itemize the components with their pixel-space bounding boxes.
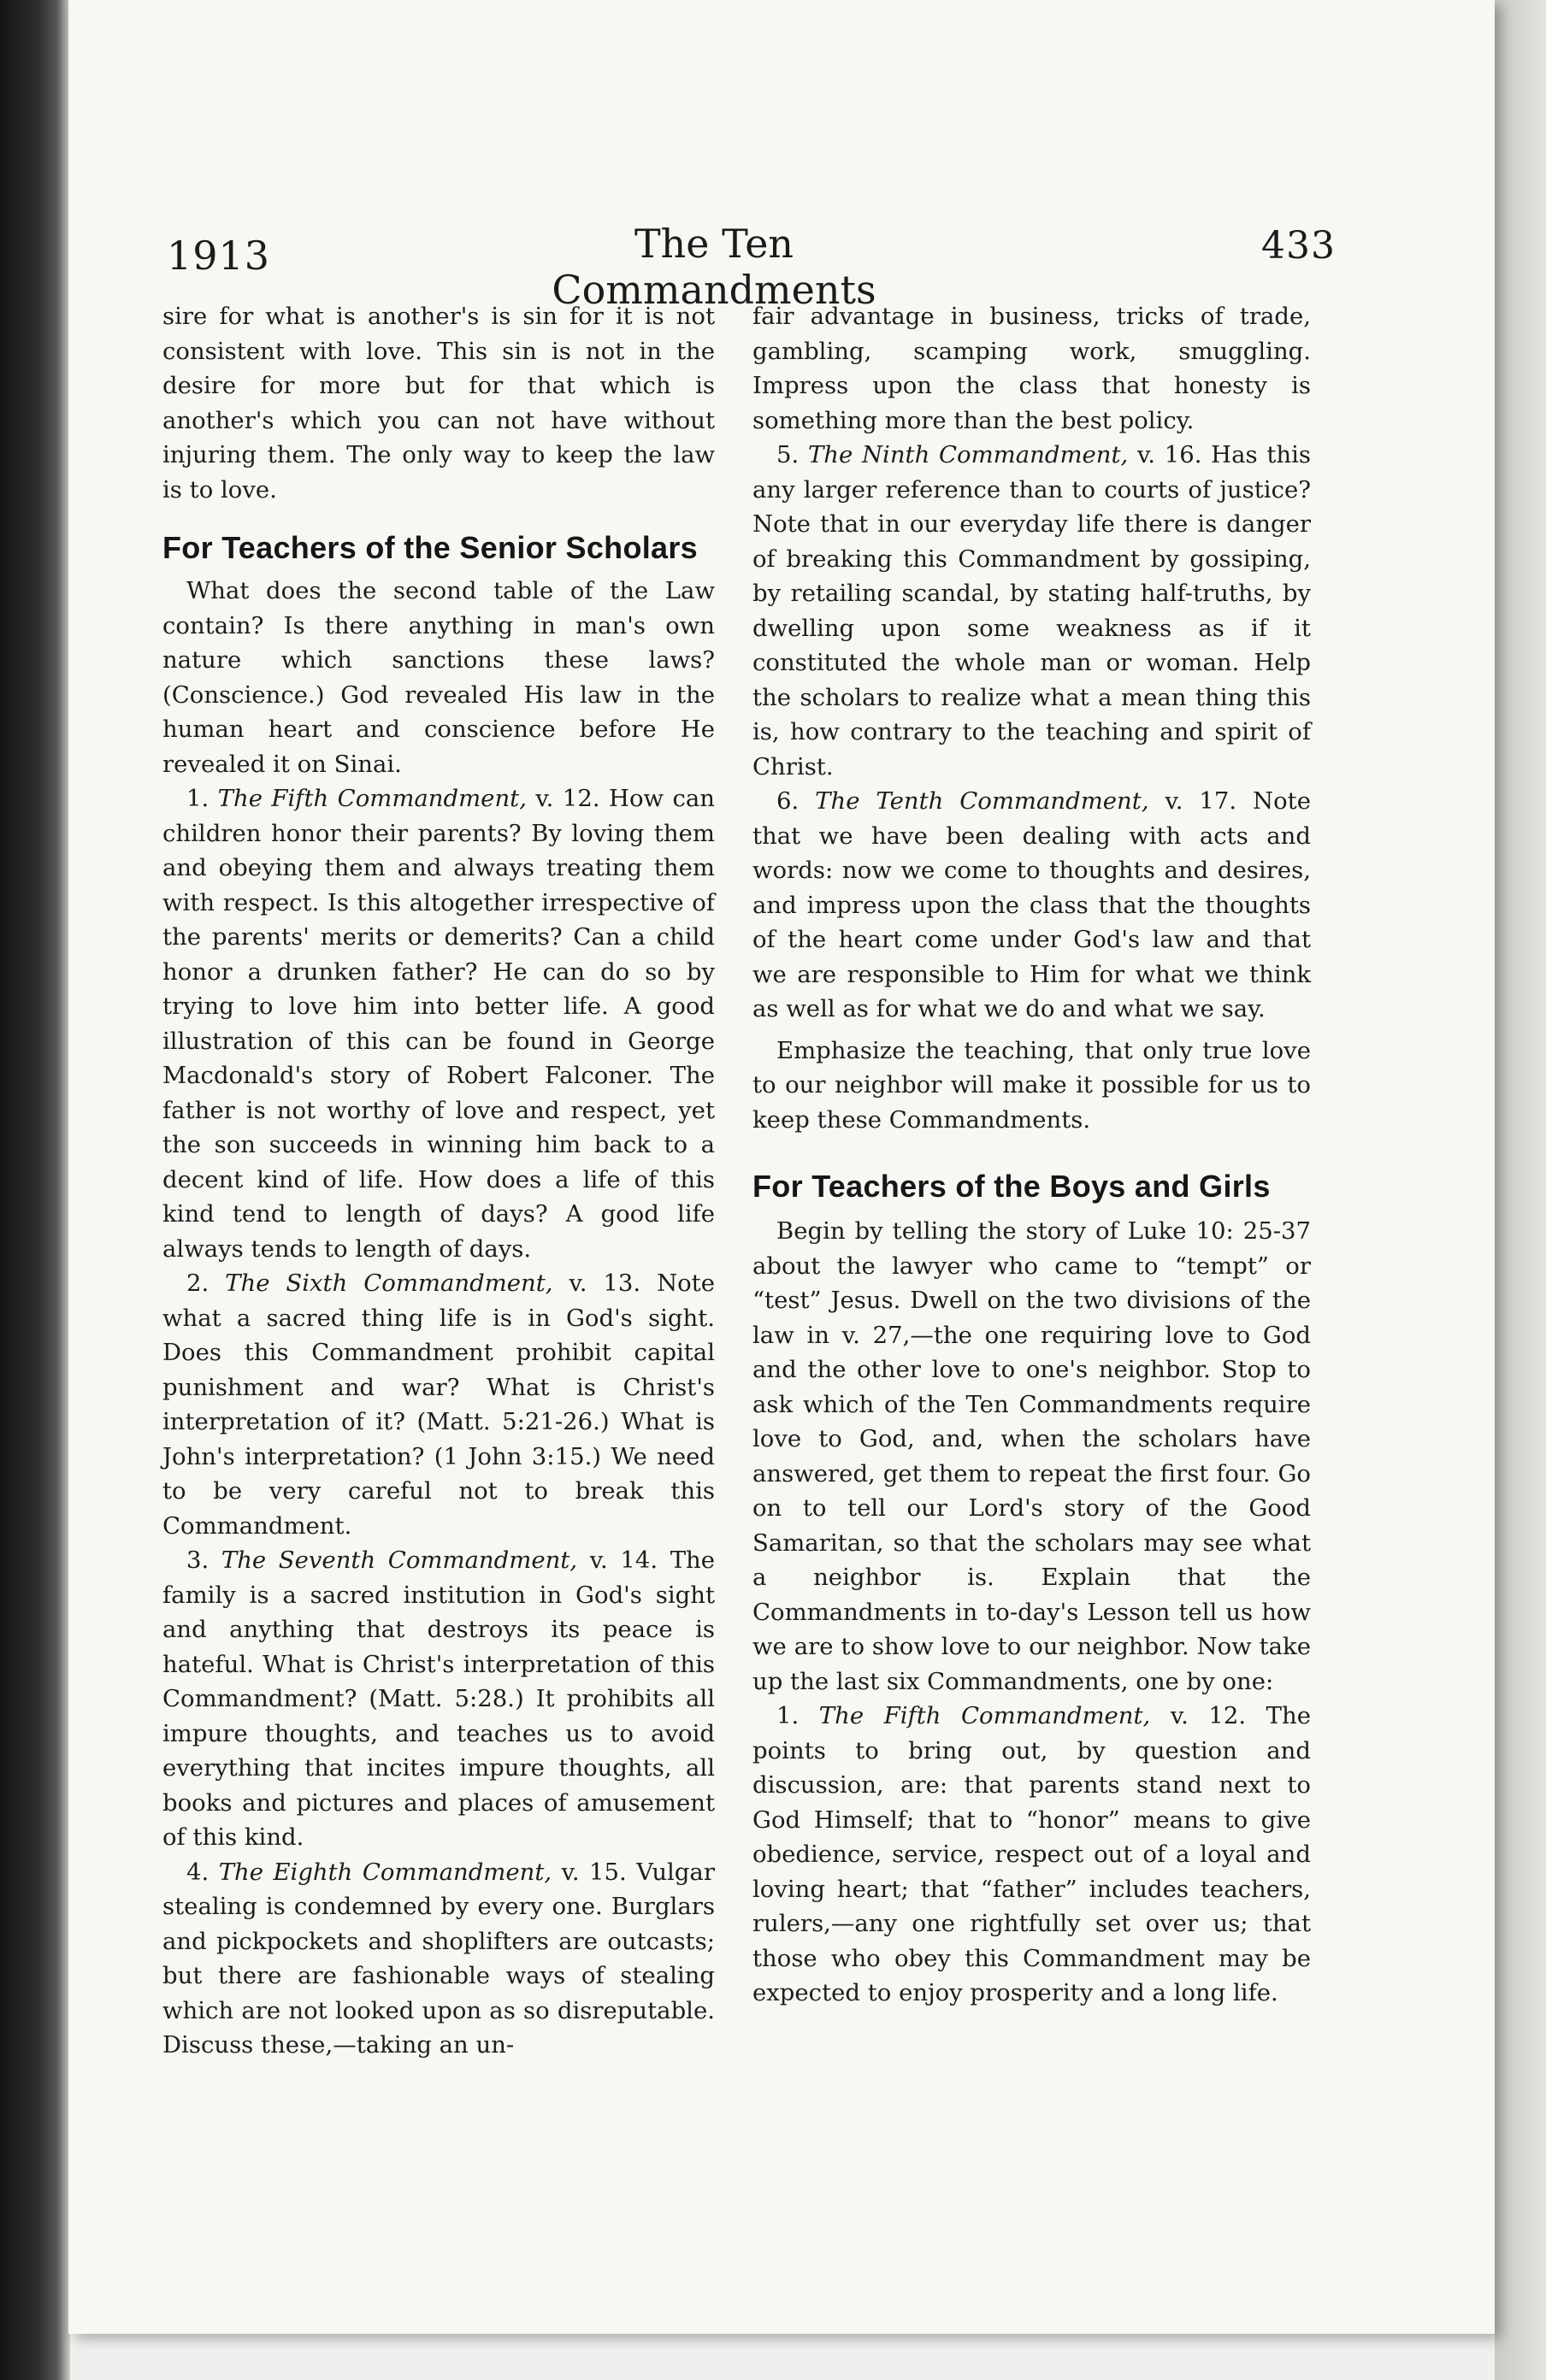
item-eighth-commandment (162, 1855, 715, 2063)
page-number: 433 (1261, 224, 1336, 268)
item-number: 4. (186, 1858, 209, 1886)
section-heading-boys-girls: For Teachers of the Boys and Girls (752, 1169, 1271, 1204)
item-reference: The Seventh Commandment, (221, 1546, 578, 1574)
item-sixth-commandment (162, 1266, 715, 1543)
item-verse: v. 13. (569, 1270, 641, 1297)
page-edge-shadow (1495, 0, 1546, 2380)
item-reference: The Fifth Commandment, (818, 1702, 1151, 1729)
item-reference: The Eighth Commandment, (218, 1858, 552, 1886)
paragraph-begin: Begin by telling the story of Luke 10: 25-37 about the lawyer who came to “tempt” or “test” Jesus. Dwell on the two divisions of the law in v. 27,—the one requiring love to God and the other love to one's neighbor. Stop to ask which of the Ten Commandments require love to God, and, when the scholars have answered, get them to repeat the first four. Go on to tell our Lord's story of the Good Samaritan, so that the scholars may see what a neighbor is. Explain that the Commandments in to-day's Lesson tell us how we are to show love to our neighbor. Now take up the last six Commandments, one by one: (752, 1217, 1311, 1695)
item-number: 6. (776, 787, 800, 815)
item-number: 2. (186, 1270, 209, 1297)
item-verse: v. 16. (1137, 441, 1202, 468)
item-text: The points to bring out, by question and discussion, are: that parents stand next to God Himself; that to “honor” means to give obedience, service, respect out of a loyal and loving heart; that “father” includes teachers, rulers,—any one rightfully set over us; that those who obey this Commandment may be expected to enjoy prosperity and a long life. (752, 1702, 1311, 2006)
item-reference: The Tenth Commandment, (815, 787, 1149, 815)
item-verse: v. 12. (1170, 1702, 1247, 1729)
right-column (752, 299, 1311, 2011)
item-number: 1. (776, 1702, 800, 1729)
item-text: How can children honor their parents? By loving them and obeying them and always treating them with respect. Is this altogether irrespective of the parents' merits or demerits? Can a child honor a drunken father? He can do so by trying to love him into better life. A good illustration of this can be found in George Macdonald's story of Robert Falconer. The father is not worthy of love and respect, yet the son succeeds in winning him back to a decent kind of life. How does a life of this kind tend to length of days? A good life always tends to length of days. (162, 785, 715, 1263)
item-fifth-commandment (162, 781, 715, 1266)
continuation-paragraph: fair advantage in business, tricks of trade, gambling, scamping work, smuggling. Impress upon the class that honesty is something more than the best policy. (752, 303, 1311, 434)
item-text: Vulgar stealing is condemned by every one. Burglars and pickpockets and shoplifters are outcasts; but there are fashionable ways of stealing which are not looked upon as so disreputable. Discuss these,—taking an un- (162, 1858, 715, 2059)
item-verse: v. 15. (561, 1858, 627, 1886)
item-number: 1. (186, 785, 209, 812)
intro-paragraph: sire for what is another's is sin for it is not consistent with love. This sin is not in the desire for more but for that which is another's which you can not have without injuring them. The only way to keep the law is to love. (162, 303, 715, 504)
paragraph-second-table: What does the second table of the Law contain? Is there anything in man's own nature which sanctions these laws? (Conscience.) God revealed His law in the human heart and conscience before He revealed it on Sinai. (162, 577, 715, 778)
book-spine-shadow (0, 0, 70, 2380)
item-fifth-commandment-boys (752, 1699, 1311, 2011)
item-text: Has this any larger reference than to courts of justice? Note that in our everyday life there is danger of breaking this Commandment by gossiping, by retailing scandal, by stating half-truths, by dwelling upon some weakness as if it constituted the whole man or woman. Help the scholars to realize what a mean thing this is, how contrary to the teaching and spirit of Christ. (752, 441, 1312, 781)
item-seventh-commandment (162, 1543, 715, 1855)
item-verse: v. 14. (589, 1546, 658, 1574)
item-reference: The Sixth Commandment, (225, 1270, 553, 1297)
item-text: Note that we have been dealing with acts and words: now we come to thoughts and desires, and impress upon the class that the thoughts of the heart come under God's law and that we are responsible to Him for what we think as well as for what we do and what we say. (752, 787, 1311, 1022)
item-number: 5. (776, 441, 800, 468)
item-ninth-commandment (752, 438, 1311, 784)
item-reference: The Fifth Commandment, (217, 785, 527, 812)
running-head-title: The Ten Commandments (552, 221, 876, 313)
item-text: Note what a sacred thing life is in God's sight. Does this Commandment prohibit capital punishment and war? What is Christ's interpretation of it? (Matt. 5:21-26.) What is John's interpretation? (1 John 3:15.) We need to be very careful not to break this Commandment. (162, 1270, 716, 1540)
item-tenth-commandment (752, 784, 1311, 1027)
running-head-year: 1913 (167, 233, 271, 279)
item-verse: v. 12. (535, 785, 600, 812)
emphasize-paragraph: Emphasize the teaching, that only true love to our neighbor will make it possible for us to keep these Commandments. (752, 1036, 1311, 1134)
left-column (162, 299, 715, 2063)
item-number: 3. (186, 1546, 209, 1574)
item-reference: The Ninth Commandment, (807, 441, 1129, 468)
item-text: The family is a sacred institution in God's sight and anything that destroys its peace is hateful. What is Christ's interpretation of this Commandment? (Matt. 5:28.) It prohibits all impure thoughts, and teaches us to avoid everything that incites impure thoughts, all books and pictures and places of amusement of this kind. (162, 1546, 716, 1851)
item-verse: v. 17. (1165, 787, 1237, 815)
section-heading-senior: For Teachers of the Senior Scholars (162, 530, 698, 565)
